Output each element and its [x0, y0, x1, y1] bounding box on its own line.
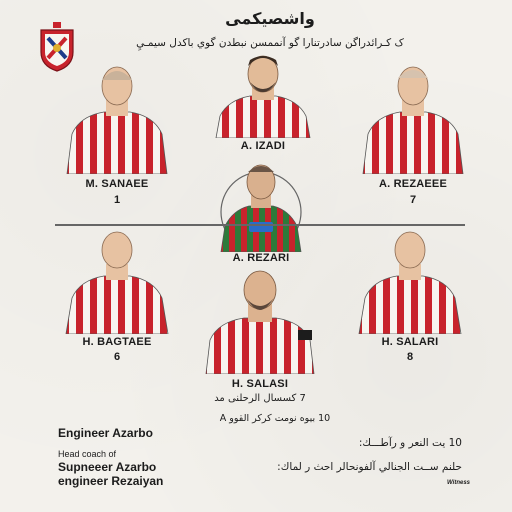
player-card-a-rezari: [205, 160, 317, 252]
player-figure-icon: [200, 268, 320, 374]
player-figure-icon: [208, 52, 318, 138]
witness-label: Witness: [447, 480, 470, 486]
player-number: 1: [113, 194, 121, 206]
player-name: M. SANAEE: [85, 178, 149, 190]
player-figure-icon: [205, 160, 317, 252]
player-number: 6: [113, 351, 121, 363]
player-name: H. SALASI: [231, 378, 289, 390]
player-card-h-bagtaee: [62, 228, 172, 334]
player-figure-icon: [62, 62, 172, 174]
player-name: A. REZARI: [232, 252, 290, 264]
player-name: A. IZADI: [240, 140, 286, 152]
coach-title: Engineer Azarbo: [58, 426, 153, 440]
player-number: 8: [406, 351, 414, 363]
player-name: H. BAGTAEE: [82, 336, 152, 348]
field-divider: [55, 224, 465, 226]
player-card-h-salari: [355, 228, 465, 334]
right-note-line: حلنم ســت الجنالي آلفونحالر احث ر لماك:: [277, 461, 462, 473]
player-card-a-rezaeee: [358, 62, 468, 174]
player-card-a-izadi: [208, 52, 318, 138]
player-name: H. SALARI: [381, 336, 439, 348]
player-figure-icon: [358, 62, 468, 174]
player-figure-icon: [62, 228, 172, 334]
coach-name: engineer Rezaiyan: [58, 474, 164, 488]
right-note-line: 10 يت النعر و رآطـــك:: [358, 437, 462, 449]
coach-label: Head coach of: [58, 449, 117, 459]
player-figure-icon: [355, 228, 465, 334]
player-name: A. REZAEEE: [378, 178, 447, 190]
coach-name: Supneeer Azarbo: [58, 460, 157, 474]
player-number: 7: [409, 194, 417, 206]
page-title: واشصيكمى: [225, 9, 315, 28]
center-note-line: 10 بيوه نومت کرکر القوو A: [219, 413, 331, 424]
page-subtitle: ک کـرائدراگن سادرتنارا گو آنممسن نبطدن گوي باکدل سيمـيِ: [136, 37, 404, 49]
center-note-line: 7 كسسال الرحلنى مد: [214, 393, 306, 404]
player-card-m-sanaee: [62, 62, 172, 174]
player-card-h-salasi: [200, 268, 320, 374]
